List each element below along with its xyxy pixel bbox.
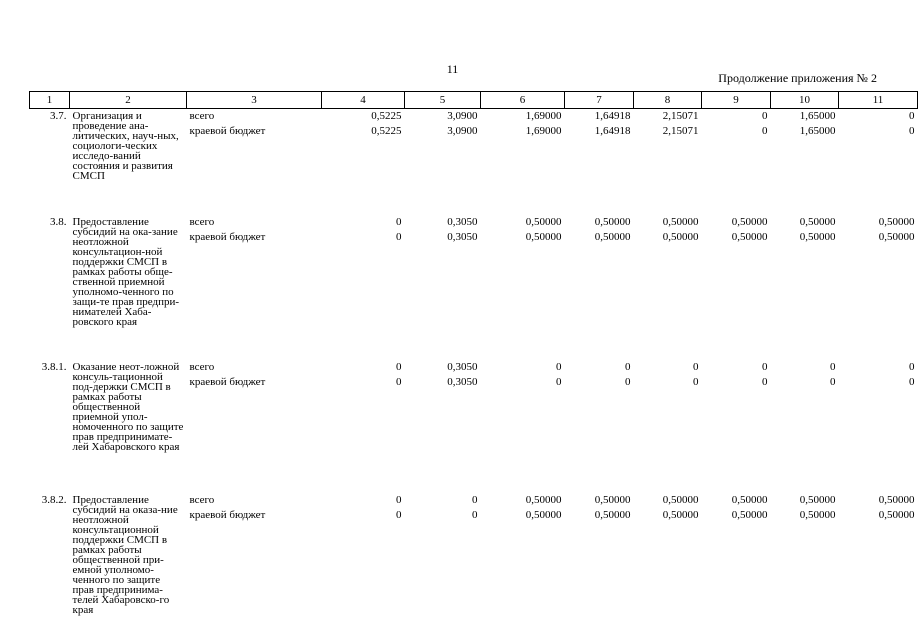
cell-value: 0,3050 bbox=[447, 360, 478, 373]
cell-value: 0,50000 bbox=[662, 493, 699, 506]
cell-value: 0 bbox=[762, 125, 768, 137]
cell-value: 0 bbox=[909, 375, 915, 388]
cell-value: 0,50000 bbox=[799, 508, 836, 521]
cell-value: 0 bbox=[556, 375, 562, 388]
source-label: краевой бюджет bbox=[189, 375, 266, 388]
source-label: всего bbox=[189, 360, 215, 373]
cell-value: 0 bbox=[556, 360, 562, 373]
cell-value: 2,15071 bbox=[662, 110, 699, 122]
cell-value: 0,5225 bbox=[371, 110, 402, 122]
cell-value: 0,3050 bbox=[447, 230, 478, 243]
cell-value: 0,50000 bbox=[799, 493, 836, 506]
value-cell bbox=[481, 493, 565, 628]
cell-value: 0 bbox=[909, 125, 915, 137]
table-row bbox=[30, 493, 918, 628]
cell-value: 0 bbox=[909, 360, 915, 373]
value-cell bbox=[405, 493, 481, 628]
column-header: 10 bbox=[771, 92, 839, 109]
row-sources bbox=[187, 360, 322, 493]
source-label: краевой бюджет bbox=[189, 125, 266, 137]
cell-value: 0 bbox=[693, 360, 699, 373]
value-cell bbox=[322, 215, 405, 360]
row-sources bbox=[187, 493, 322, 628]
cell-value: 0 bbox=[396, 215, 402, 228]
cell-value: 0,50000 bbox=[594, 230, 631, 243]
table-row bbox=[30, 109, 918, 215]
value-cell bbox=[322, 109, 405, 215]
column-header: 2 bbox=[70, 92, 187, 109]
cell-value: 0 bbox=[830, 360, 836, 373]
row-sources bbox=[187, 109, 322, 215]
cell-value: 0 bbox=[396, 493, 402, 506]
cell-value: 0,50000 bbox=[525, 508, 562, 521]
cell-value: 0,50000 bbox=[662, 215, 699, 228]
cell-value: 0,3050 bbox=[447, 375, 478, 388]
value-cell bbox=[702, 215, 771, 360]
cell-value: 1,64918 bbox=[594, 110, 631, 122]
value-cell bbox=[634, 215, 702, 360]
value-cell bbox=[481, 360, 565, 493]
value-cell bbox=[839, 109, 918, 215]
cell-value: 0 bbox=[472, 493, 478, 506]
cell-value: 0,50000 bbox=[594, 493, 631, 506]
cell-value: 1,65000 bbox=[799, 110, 836, 122]
cell-value: 0,50000 bbox=[799, 215, 836, 228]
value-cell bbox=[565, 360, 634, 493]
row-description: Оказание неот-ложной консуль-тационной под-держки СМСП в рамках работы общественной приемной упол-номоченного по защите прав предпринимате-лей Хабаровского края bbox=[72, 360, 184, 453]
cell-value: 0,50000 bbox=[525, 493, 562, 506]
table-row bbox=[30, 215, 918, 360]
value-cell bbox=[634, 360, 702, 493]
column-header: 7 bbox=[565, 92, 634, 109]
cell-value: 0,50000 bbox=[731, 493, 768, 506]
column-header: 5 bbox=[405, 92, 481, 109]
column-header: 6 bbox=[481, 92, 565, 109]
cell-value: 0,50000 bbox=[594, 508, 631, 521]
row-sources bbox=[187, 215, 322, 360]
value-cell bbox=[481, 109, 565, 215]
value-cell bbox=[405, 109, 481, 215]
value-cell bbox=[481, 215, 565, 360]
value-cell bbox=[634, 493, 702, 628]
column-header-row bbox=[30, 92, 918, 109]
cell-value: 0 bbox=[396, 375, 402, 388]
cell-value: 0,50000 bbox=[878, 230, 915, 243]
value-cell bbox=[839, 493, 918, 628]
cell-value: 0 bbox=[909, 110, 915, 122]
cell-value: 1,69000 bbox=[525, 125, 562, 137]
column-header: 8 bbox=[634, 92, 702, 109]
cell-value: 0 bbox=[625, 360, 631, 373]
value-cell bbox=[771, 215, 839, 360]
appendix-table bbox=[29, 91, 918, 628]
column-header: 1 bbox=[30, 92, 70, 109]
source-label: всего bbox=[189, 493, 215, 506]
cell-value: 2,15071 bbox=[662, 125, 699, 137]
value-cell bbox=[322, 493, 405, 628]
cell-value: 0,50000 bbox=[731, 215, 768, 228]
cell-value: 0,50000 bbox=[878, 493, 915, 506]
cell-value: 0 bbox=[762, 110, 768, 122]
row-id: 3.8. bbox=[50, 215, 67, 228]
cell-value: 0,50000 bbox=[525, 230, 562, 243]
cell-value: 0 bbox=[625, 375, 631, 388]
value-cell bbox=[771, 360, 839, 493]
cell-value: 0,50000 bbox=[731, 230, 768, 243]
row-description: Предоставление субсидий на оказа-ние неотложной консультационной поддержки СМСП в рамках работы общественной при-емной уполномо-ченного по защите прав предпринима-телей Хабаровско-го края bbox=[72, 493, 178, 616]
value-cell bbox=[322, 360, 405, 493]
cell-value: 3,0900 bbox=[447, 125, 478, 137]
cell-value: 1,65000 bbox=[799, 125, 836, 137]
value-cell bbox=[565, 109, 634, 215]
source-label: краевой бюджет bbox=[189, 508, 266, 521]
cell-value: 0,50000 bbox=[525, 215, 562, 228]
cell-value: 0,50000 bbox=[878, 215, 915, 228]
value-cell bbox=[839, 215, 918, 360]
cell-value: 0 bbox=[396, 230, 402, 243]
cell-value: 3,0900 bbox=[447, 110, 478, 122]
cell-value: 0 bbox=[762, 375, 768, 388]
row-id: 3.8.1. bbox=[41, 360, 67, 373]
cell-value: 0 bbox=[472, 508, 478, 521]
cell-value: 0 bbox=[830, 375, 836, 388]
value-cell bbox=[565, 215, 634, 360]
value-cell bbox=[771, 109, 839, 215]
cell-value: 0,3050 bbox=[447, 215, 478, 228]
cell-value: 0,50000 bbox=[662, 230, 699, 243]
value-cell bbox=[839, 360, 918, 493]
row-id: 3.7. bbox=[50, 110, 67, 122]
value-cell bbox=[634, 109, 702, 215]
cell-value: 0,5225 bbox=[371, 125, 402, 137]
column-header: 11 bbox=[839, 92, 918, 109]
value-cell bbox=[702, 109, 771, 215]
column-header: 3 bbox=[187, 92, 322, 109]
source-label: всего bbox=[189, 215, 215, 228]
row-description: Предоставление субсидий на ока-зание неотложной консультацион-ной поддержки СМСП в рамках работы обще-ственной приемной уполномо-ченного по защи-те прав предпри-нимателей Хаба-ровского края bbox=[72, 215, 180, 328]
value-cell bbox=[565, 493, 634, 628]
cell-value: 0,50000 bbox=[662, 508, 699, 521]
source-label: всего bbox=[189, 110, 215, 122]
column-header: 4 bbox=[322, 92, 405, 109]
cell-value: 0 bbox=[762, 360, 768, 373]
source-label: краевой бюджет bbox=[189, 230, 266, 243]
cell-value: 1,69000 bbox=[525, 110, 562, 122]
cell-value: 0,50000 bbox=[594, 215, 631, 228]
cell-value: 0,50000 bbox=[878, 508, 915, 521]
row-id: 3.8.2. bbox=[41, 493, 67, 506]
value-cell bbox=[702, 493, 771, 628]
cell-value: 0,50000 bbox=[799, 230, 836, 243]
cell-value: 0 bbox=[396, 360, 402, 373]
page-number: 11 bbox=[446, 62, 459, 76]
table-row bbox=[30, 360, 918, 493]
value-cell bbox=[771, 493, 839, 628]
continuation-label: Продолжение приложения № 2 bbox=[718, 71, 877, 85]
value-cell bbox=[702, 360, 771, 493]
cell-value: 0 bbox=[693, 375, 699, 388]
cell-value: 0 bbox=[396, 508, 402, 521]
row-description: Организация и проведение ана-литических, науч-ных, социологи-ческих исследо-ваний состояния и развития СМСП bbox=[72, 110, 179, 182]
cell-value: 0,50000 bbox=[731, 508, 768, 521]
column-header: 9 bbox=[702, 92, 771, 109]
value-cell bbox=[405, 360, 481, 493]
cell-value: 1,64918 bbox=[594, 125, 631, 137]
value-cell bbox=[405, 215, 481, 360]
